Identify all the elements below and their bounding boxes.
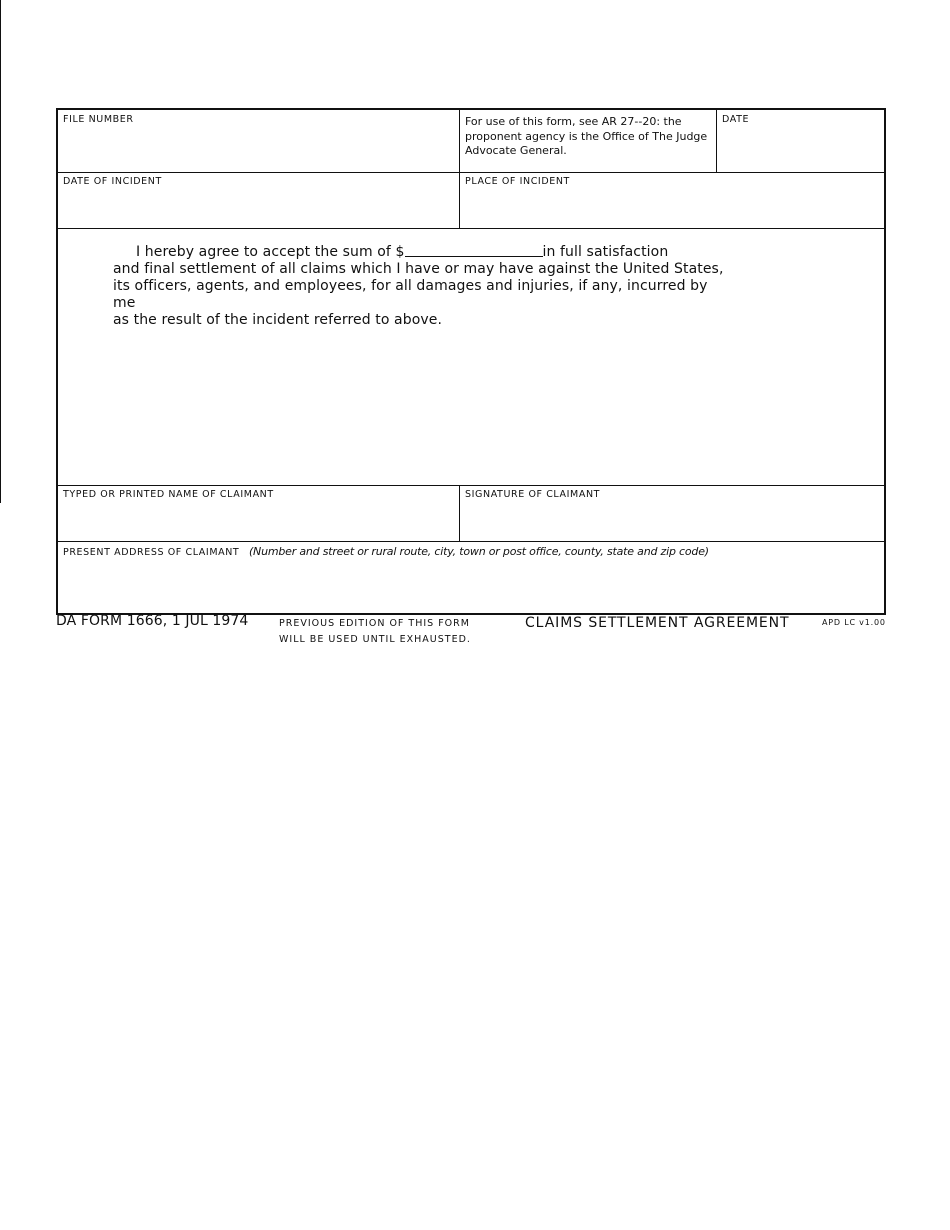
signature-label: SIGNATURE OF CLAIMANT: [465, 489, 601, 500]
agreement-section: [58, 228, 884, 486]
date-of-incident-label: DATE OF INCIDENT: [63, 176, 162, 187]
claimant-name-label: TYPED OR PRINTED NAME OF CLAIMANT: [63, 489, 274, 500]
claims-settlement-form: [56, 108, 886, 615]
claimant-name-field[interactable]: [58, 485, 459, 541]
date-label: DATE: [722, 114, 750, 125]
file-number-field[interactable]: [58, 110, 459, 172]
form-title: CLAIMS SETTLEMENT AGREEMENT: [525, 615, 790, 631]
file-number-label: FILE NUMBER: [63, 114, 134, 125]
address-hint: (Number and street or rural route, city, town or post office, county, state and zip code): [248, 545, 709, 558]
settlement-amount-field[interactable]: [405, 243, 543, 257]
address-label: PRESENT ADDRESS OF CLAIMANT: [63, 547, 240, 558]
address-label-group: [63, 545, 709, 558]
incident-row: [58, 172, 884, 229]
claimant-row: [58, 485, 884, 542]
place-of-incident-field[interactable]: [459, 172, 884, 228]
use-note: For use of this form, see AR 27--20: the proponent agency is the Office of The Judge Advocate General.: [465, 115, 708, 157]
date-field[interactable]: [716, 110, 884, 172]
agreement-line1-suffix: in full satisfaction: [542, 244, 669, 260]
signature-field[interactable]: [459, 485, 884, 541]
address-field[interactable]: [58, 541, 884, 613]
version-label: APD LC v1.00: [822, 618, 886, 627]
previous-edition-note: [279, 616, 471, 648]
previous-edition-line1: PREVIOUS EDITION OF THIS FORM: [279, 618, 470, 629]
agreement-line3: its officers, agents, and employees, for all damages and injuries, if any, incurred by me: [113, 278, 708, 311]
place-of-incident-label: PLACE OF INCIDENT: [465, 176, 570, 187]
date-of-incident-field[interactable]: [58, 172, 459, 228]
previous-edition-line2: WILL BE USED UNTIL EXHAUSTED.: [279, 634, 471, 645]
agreement-line1-prefix: I hereby agree to accept the sum of $: [136, 244, 405, 260]
agreement-text: [113, 243, 733, 329]
use-note-cell: [459, 110, 716, 172]
page-margin-rule: [0, 0, 1, 503]
agreement-line4: as the result of the incident referred to above.: [113, 312, 443, 328]
header-row: [58, 110, 884, 173]
agreement-line2: and final settlement of all claims which I have or may have against the United States,: [113, 261, 724, 277]
form-identifier: DA FORM 1666, 1 JUL 1974: [56, 613, 249, 629]
